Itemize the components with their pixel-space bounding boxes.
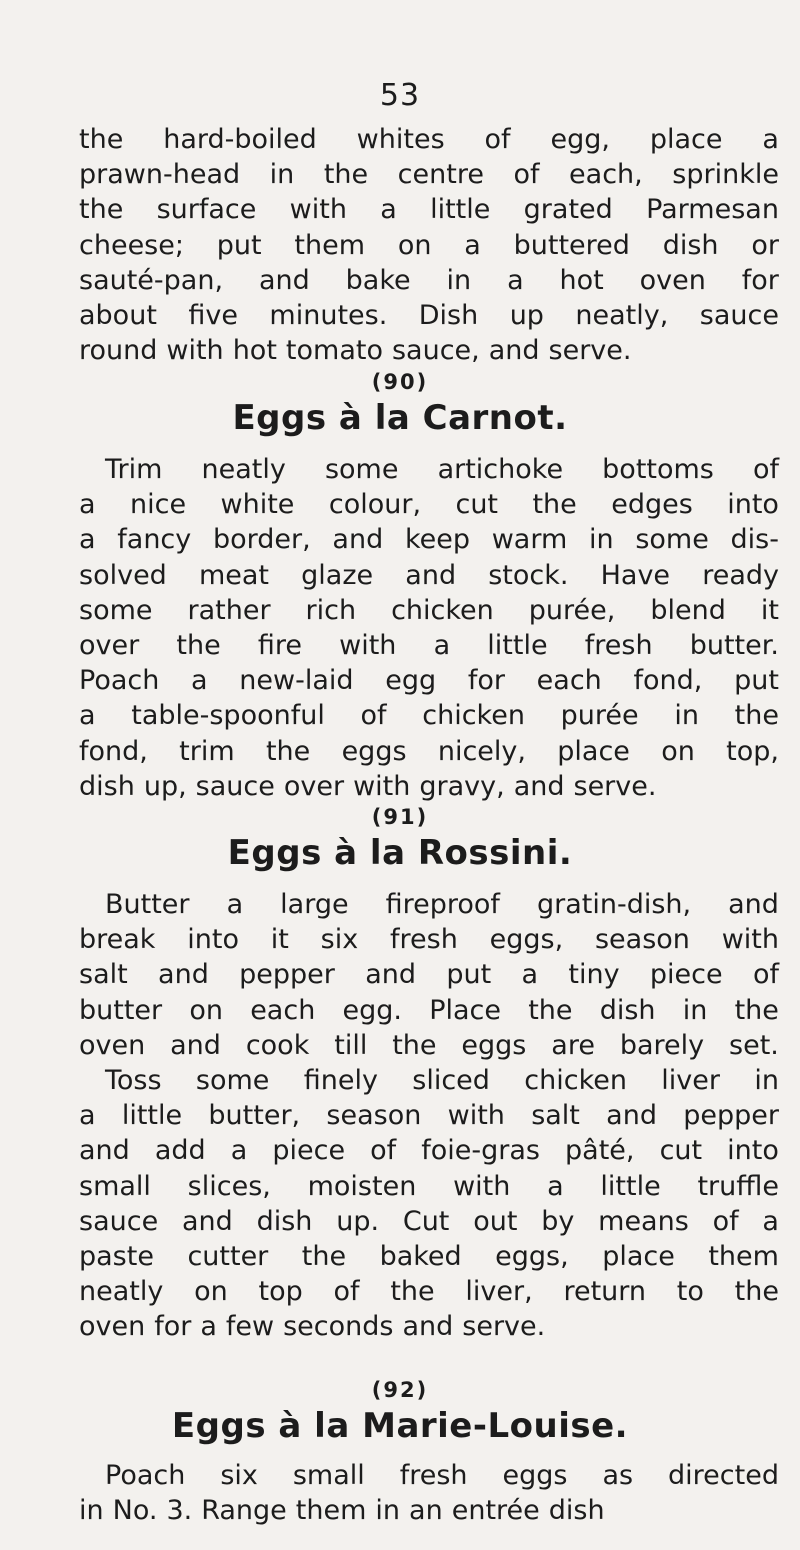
word: pâté, — [565, 1135, 635, 1167]
word: a — [226, 889, 244, 920]
word: a — [191, 665, 208, 697]
word: in — [375, 1495, 401, 1527]
word: butter. — [689, 629, 779, 661]
word: Parmesan — [646, 194, 779, 226]
word: of — [484, 124, 511, 155]
word: piece — [272, 1135, 346, 1167]
word: new-laid — [239, 665, 354, 697]
word: finely — [303, 1064, 378, 1096]
word: pepper — [239, 959, 335, 991]
word: of — [712, 1205, 739, 1237]
word: whites — [356, 124, 445, 155]
text-line — [79, 452, 779, 487]
word: fancy — [117, 524, 192, 556]
text-line — [79, 1028, 779, 1063]
word: tomato — [285, 335, 383, 367]
recipe-body — [79, 452, 779, 804]
word: some — [324, 454, 399, 485]
word: gratin-dish, — [536, 889, 692, 920]
word: each — [250, 994, 316, 1026]
word: by — [541, 1205, 575, 1237]
word: oven — [79, 1311, 146, 1343]
word: oven — [639, 264, 706, 296]
word: the — [79, 124, 124, 155]
word: and — [365, 959, 417, 991]
word: seconds — [283, 1311, 394, 1343]
word: egg, — [550, 124, 610, 155]
word: gravy, — [419, 770, 505, 802]
text-line — [79, 1239, 779, 1274]
text-line — [79, 333, 779, 368]
word: cook — [245, 1029, 310, 1061]
word: it — [270, 924, 289, 956]
word: till — [334, 1029, 368, 1061]
text-line — [79, 157, 779, 192]
word: in — [269, 159, 295, 191]
text-line — [79, 628, 779, 663]
word: a — [230, 1135, 248, 1167]
word: the — [734, 1276, 779, 1308]
word: to — [676, 1276, 704, 1308]
word: and — [728, 889, 779, 920]
word: artichoke — [437, 454, 564, 485]
word: glaze — [301, 559, 374, 591]
word: slices, — [187, 1170, 271, 1202]
word: a — [762, 124, 779, 155]
word: warm — [491, 524, 568, 556]
word: and — [258, 264, 310, 296]
word: the — [301, 1240, 347, 1272]
word: Have — [600, 559, 671, 591]
word: with — [166, 335, 224, 367]
word: Toss — [105, 1064, 162, 1096]
word: serve. — [573, 770, 657, 802]
word: large — [280, 889, 349, 920]
text-line — [79, 957, 779, 992]
word: fire — [257, 629, 302, 661]
word: set. — [729, 1029, 779, 1061]
word: into — [727, 1135, 779, 1167]
recipe-number: (91) — [371, 805, 429, 829]
word: Range — [201, 1495, 287, 1527]
word: trim — [179, 735, 235, 767]
recipe-title: Eggs à la Rossini. — [227, 833, 573, 873]
word: some — [195, 1064, 270, 1096]
word: buttered — [513, 229, 630, 261]
word: round — [79, 335, 158, 367]
word: and — [79, 1135, 130, 1167]
word: Poach — [105, 1460, 186, 1491]
recipe-number: (90) — [371, 370, 429, 394]
word: a — [79, 489, 96, 521]
word: dish — [79, 770, 135, 802]
word: chicken — [524, 1064, 627, 1096]
word: six — [320, 924, 359, 956]
word: on — [194, 1276, 228, 1308]
word: and — [332, 524, 384, 556]
word: eggs — [502, 1460, 568, 1491]
word: the — [528, 994, 573, 1026]
recipe-body — [79, 887, 779, 1344]
word: sprinkle — [672, 159, 779, 191]
word: and — [170, 1029, 221, 1061]
word: of — [513, 159, 540, 191]
word: edges — [611, 489, 693, 521]
text-line — [79, 1169, 779, 1204]
word: and — [606, 1100, 657, 1132]
word: baked — [379, 1240, 462, 1272]
word: sauce — [79, 1205, 159, 1237]
word: tiny — [568, 959, 620, 991]
recipe-body — [79, 1458, 779, 1528]
word: of — [370, 1135, 397, 1167]
word: each — [536, 665, 602, 697]
word: barely — [619, 1029, 705, 1061]
word: chicken — [391, 594, 494, 626]
word: each, — [569, 159, 643, 191]
word: bottoms — [602, 454, 714, 485]
word: cut — [659, 1135, 703, 1167]
word: border, — [212, 524, 311, 556]
word: dish — [548, 1495, 605, 1527]
word: season — [326, 1100, 422, 1132]
word: top — [258, 1276, 303, 1308]
word: eggs, — [495, 1240, 569, 1272]
word: Trim — [105, 454, 163, 485]
word: with — [453, 1170, 511, 1202]
word: serve. — [462, 1311, 546, 1343]
word: egg. — [342, 994, 402, 1026]
word: season — [594, 924, 690, 956]
text-line — [79, 1458, 779, 1493]
text-line — [79, 593, 779, 628]
word: the — [79, 194, 124, 226]
word: cheese; — [79, 229, 184, 261]
text-line — [79, 522, 779, 557]
text-line — [79, 769, 779, 804]
word: oven — [79, 1029, 146, 1061]
word: liver, — [465, 1276, 533, 1308]
word: butter — [79, 994, 163, 1026]
page-number: 53 — [379, 78, 421, 113]
word: or — [751, 229, 779, 261]
word: paste — [79, 1240, 154, 1272]
word: six — [220, 1460, 258, 1491]
word: hot — [232, 335, 277, 367]
word: fond, — [633, 665, 703, 697]
word: the — [734, 994, 779, 1026]
word: place — [649, 124, 723, 155]
text-line — [79, 1274, 779, 1309]
word: hot — [559, 264, 604, 296]
word: Dish — [418, 299, 479, 331]
text-line — [79, 487, 779, 522]
word: purée — [560, 700, 639, 732]
word: and — [488, 335, 540, 367]
word: sauté-pan, — [79, 264, 224, 296]
word: Cut — [402, 1205, 450, 1237]
word: centre — [397, 159, 484, 191]
word: small — [79, 1170, 151, 1202]
word: Place — [429, 994, 501, 1026]
word: a — [521, 959, 539, 991]
text-line — [79, 228, 779, 263]
word: of — [360, 700, 387, 732]
text-line — [79, 298, 779, 333]
word: the — [734, 700, 779, 732]
word: little — [600, 1170, 661, 1202]
word: butter, — [208, 1100, 301, 1132]
word: some — [79, 594, 153, 626]
word: with — [721, 924, 779, 956]
word: with — [447, 1100, 505, 1132]
word: top, — [726, 735, 779, 767]
text-line — [79, 1493, 779, 1528]
text-line — [79, 698, 779, 733]
word: white — [220, 489, 295, 521]
word: with — [289, 194, 347, 226]
word: it — [760, 594, 779, 626]
word: minutes. — [269, 299, 388, 331]
word: table-spoonful — [131, 700, 325, 732]
word: nice — [129, 489, 187, 521]
word: in — [79, 1495, 104, 1527]
word: pepper — [683, 1100, 779, 1132]
text-line — [79, 1133, 779, 1168]
word: a — [433, 629, 451, 661]
word: solved — [79, 559, 167, 591]
word: grated — [523, 194, 613, 226]
text-line — [79, 1098, 779, 1133]
word: a — [380, 194, 397, 226]
word: a — [79, 524, 96, 556]
word: sauce — [699, 299, 779, 331]
text-line — [79, 734, 779, 769]
word: a — [200, 1311, 217, 1343]
word: neatly — [201, 454, 286, 485]
word: few — [225, 1311, 275, 1343]
word: dish — [256, 1205, 313, 1237]
word: on — [661, 735, 695, 767]
word: on — [189, 994, 223, 1026]
text-line — [79, 1063, 779, 1098]
word: Poach — [79, 665, 160, 697]
word: up, — [143, 770, 187, 802]
word: dish — [599, 994, 656, 1026]
word: over — [283, 770, 345, 802]
word: eggs, — [489, 924, 564, 956]
word: about — [79, 299, 157, 331]
word: in — [754, 1064, 779, 1096]
word: with — [339, 629, 397, 661]
word: with — [353, 770, 411, 802]
text-line — [79, 993, 779, 1028]
word: put — [446, 959, 492, 991]
word: fresh — [399, 1460, 468, 1491]
word: directed — [668, 1460, 779, 1491]
word: little — [121, 1100, 183, 1132]
text-line — [79, 1309, 779, 1344]
word: up. — [336, 1205, 380, 1237]
word: No. — [112, 1495, 158, 1527]
word: Butter — [105, 889, 190, 920]
word: dish — [662, 229, 719, 261]
word: the — [176, 629, 221, 661]
word: the — [532, 489, 577, 521]
word: return — [563, 1276, 647, 1308]
word: on — [397, 229, 432, 261]
word: place — [602, 1240, 675, 1272]
word: eggs — [341, 735, 407, 767]
word: rather — [187, 594, 271, 626]
text-line — [79, 887, 779, 922]
word: for — [467, 665, 505, 697]
word: for — [154, 1311, 192, 1343]
recipe-number: (92) — [371, 1378, 429, 1402]
word: and — [402, 1311, 454, 1343]
word: keep — [404, 524, 470, 556]
word: sauce, — [391, 335, 480, 367]
text-line — [79, 263, 779, 298]
word: little — [430, 194, 491, 226]
intro-paragraph — [79, 122, 779, 368]
word: cut — [455, 489, 499, 521]
word: out — [473, 1205, 518, 1237]
recipe-title: Eggs à la Carnot. — [232, 398, 568, 438]
word: colour, — [328, 489, 422, 521]
word: small — [292, 1460, 365, 1491]
word: some — [635, 524, 709, 556]
word: rich — [305, 594, 357, 626]
word: foie-gras — [421, 1135, 540, 1167]
word: the — [265, 735, 311, 767]
word: up — [509, 299, 544, 331]
word: stock. — [488, 559, 569, 591]
word: place — [557, 735, 630, 767]
word: fresh — [390, 924, 458, 956]
recipe-title: Eggs à la Marie-Louise. — [171, 1406, 629, 1446]
word: the — [390, 1276, 435, 1308]
word: ready — [702, 559, 779, 591]
word: as — [602, 1460, 634, 1491]
word: purée, — [528, 594, 616, 626]
word: salt — [531, 1100, 580, 1132]
word: fireproof — [385, 889, 500, 920]
word: add — [154, 1135, 206, 1167]
text-line — [79, 192, 779, 227]
word: in — [588, 524, 614, 556]
word: serve. — [548, 335, 632, 367]
text-line — [79, 558, 779, 593]
word: into — [727, 489, 779, 521]
word: cutter — [187, 1240, 269, 1272]
word: sliced — [412, 1064, 490, 1096]
word: of — [333, 1276, 360, 1308]
word: chicken — [422, 700, 525, 732]
word: moisten — [307, 1170, 417, 1202]
word: entrée — [451, 1495, 540, 1527]
text-line — [79, 663, 779, 698]
word: eggs — [461, 1029, 527, 1061]
text-line — [79, 922, 779, 957]
word: little — [487, 629, 548, 661]
word: neatly — [79, 1276, 164, 1308]
word: the — [392, 1029, 437, 1061]
word: a — [464, 229, 481, 261]
word: of — [752, 454, 779, 485]
word: nicely, — [437, 735, 526, 767]
word: five — [188, 299, 238, 331]
word: salt — [79, 959, 128, 991]
word: and — [158, 959, 209, 991]
text-line — [79, 1204, 779, 1239]
word: in — [446, 264, 472, 296]
word: neatly, — [575, 299, 669, 331]
word: liver — [661, 1064, 720, 1096]
word: a — [762, 1205, 779, 1237]
word: over — [79, 629, 140, 661]
word: meat — [198, 559, 270, 591]
word: prawn-head — [79, 159, 241, 191]
word: bake — [345, 264, 411, 296]
word: means — [598, 1205, 689, 1237]
word: surface — [156, 194, 257, 226]
word: the — [323, 159, 369, 191]
word: them — [295, 1495, 367, 1527]
word: of — [752, 959, 779, 991]
word: blend — [650, 594, 726, 626]
word: hard-boiled — [163, 124, 317, 155]
word: put — [216, 229, 262, 261]
word: an — [409, 1495, 443, 1527]
word: a — [79, 700, 96, 732]
word: are — [551, 1029, 595, 1061]
word: them — [294, 229, 366, 261]
word: break — [79, 924, 156, 956]
word: them — [708, 1240, 779, 1272]
word: into — [187, 924, 239, 956]
word: and — [513, 770, 565, 802]
word: a — [547, 1170, 564, 1202]
word: truffle — [697, 1170, 779, 1202]
word: egg — [385, 665, 437, 697]
word: in — [682, 994, 708, 1026]
word: and — [181, 1205, 233, 1237]
word: a — [79, 1100, 96, 1132]
word: fresh — [584, 629, 653, 661]
word: and — [405, 559, 457, 591]
text-line — [79, 122, 779, 157]
word: in — [674, 700, 699, 732]
word: fond, — [79, 735, 148, 767]
word: piece — [649, 959, 723, 991]
word: dis- — [730, 524, 779, 556]
word: for — [741, 264, 779, 296]
word: sauce — [195, 770, 275, 802]
word: a — [507, 264, 524, 296]
word: put — [734, 665, 779, 697]
word: 3. — [166, 1495, 193, 1527]
